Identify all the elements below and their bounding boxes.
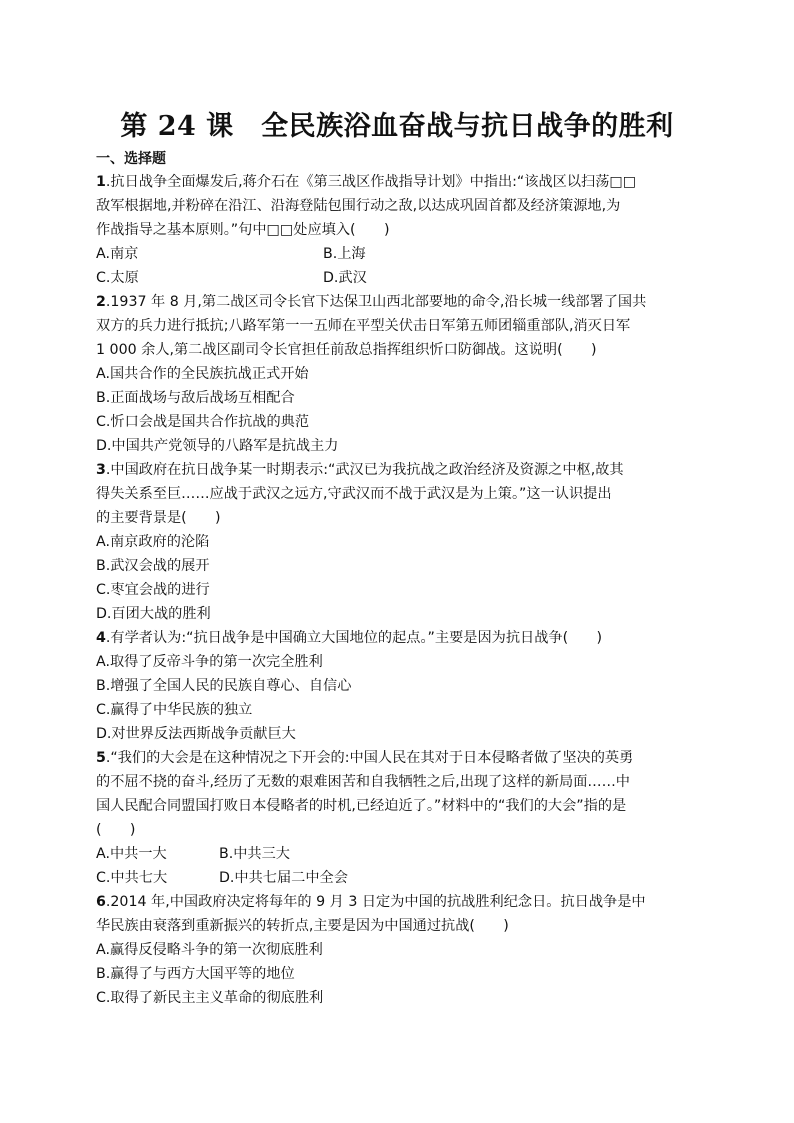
option-a[interactable]: A.南京 [96,246,139,262]
question-number: 6 [96,894,106,910]
question-4 [96,626,706,746]
option-a[interactable]: A.国共合作的全民族抗战正式开始 [96,366,309,382]
option-a[interactable]: A.中共一大 [96,846,167,862]
question-line: 敌军根据地,并粉碎在沿江、沿海登陆包围行动之敌,以达成巩固首都及经济策源地,为 [96,198,621,214]
option-row [96,866,706,890]
option-c[interactable]: C.赢得了中华民族的独立 [96,702,253,718]
question-line: 1 000 余人,第二战区副司令长官担任前敌总指挥组织忻口防御战。这说明( ) [96,342,597,358]
option-c[interactable]: C.太原 [96,270,139,286]
option-b[interactable]: B.增强了全国人民的民族自尊心、自信心 [96,678,352,694]
question-number: 2 [96,294,106,310]
option-row [96,842,706,866]
question-5 [96,746,706,890]
question-number: 5 [96,750,106,766]
option-d[interactable]: D.对世界反法西斯战争贡献巨大 [96,726,296,742]
question-line: 2.1937 年 8 月,第二战区司令长官下达保卫山西北部要地的命令,沿长城一线部署了国共 [96,294,647,310]
option-a[interactable]: A.取得了反帝斗争的第一次完全胜利 [96,654,323,670]
section-heading: 一、选择题 [96,151,166,167]
question-line: 的主要背景是( ) [96,510,221,526]
option-b[interactable]: B.中共三大 [219,846,290,862]
option-d[interactable]: D.中共七届二中全会 [219,870,348,886]
option-d[interactable]: D.中国共产党领导的八路军是抗战主力 [96,438,339,454]
option-b[interactable]: B.上海 [323,246,366,262]
option-b[interactable]: B.正面战场与敌后战场互相配合 [96,390,295,406]
question-number: 1 [96,174,106,190]
question-list [96,170,706,1010]
option-row [96,266,706,290]
option-row [96,242,706,266]
option-d[interactable]: D.百团大战的胜利 [96,606,211,622]
question-line: 得失关系至巨……应战于武汉之远方,守武汉而不战于武汉是为上策。”这一认识提出 [96,486,612,502]
page-title: 第 24 课 全民族浴血奋战与抗日战争的胜利 [120,111,674,142]
question-number: 4 [96,630,106,646]
question-3 [96,458,706,626]
question-line: 5.“我们的大会是在这种情况之下开会的:中国人民在其对于日本侵略者做了坚决的英勇 [96,750,634,766]
option-c[interactable]: C.枣宜会战的进行 [96,582,210,598]
question-line: 国人民配合同盟国打败日本侵略者的时机,已经迫近了。”材料中的“我们的大会”指的是 [96,798,627,814]
option-a[interactable]: A.赢得反侵略斗争的第一次彻底胜利 [96,942,323,958]
question-line: 作战指导之基本原则。”句中□□处应填入( ) [96,222,390,238]
question-line: 3.中国政府在抗日战争某一时期表示:“武汉已为我抗战之政治经济及资源之中枢,故其 [96,462,624,478]
question-line: 双方的兵力进行抵抗;八路军第一一五师在平型关伏击日军第五师团辎重部队,消灭日军 [96,318,631,334]
question-line: 1.抗日战争全面爆发后,蒋介石在《第三战区作战指导计划》中指出:“该战区以扫荡□□ [96,174,637,190]
option-b[interactable]: B.赢得了与西方大国平等的地位 [96,966,295,982]
question-line: 华民族由衰落到重新振兴的转折点,主要是因为中国通过抗战( ) [96,918,509,934]
question-6 [96,890,706,1010]
option-c[interactable]: C.中共七大 [96,870,168,886]
option-c[interactable]: C.忻口会战是国共合作抗战的典范 [96,414,310,430]
question-line: 的不屈不挠的奋斗,经历了无数的艰难困苦和自我牺牲之后,出现了这样的新局面……中 [96,774,630,790]
question-2 [96,290,706,458]
question-line: 4.有学者认为:“抗日战争是中国确立大国地位的起点。”主要是因为抗日战争( ) [96,630,603,646]
question-number: 3 [96,462,106,478]
option-a[interactable]: A.南京政府的沦陷 [96,534,210,550]
question-line: ( ) [96,822,136,838]
option-d[interactable]: D.武汉 [323,270,367,286]
question-line: 6.2014 年,中国政府决定将每年的 9 月 3 日定为中国的抗战胜利纪念日。抗日战争是中 [96,894,646,910]
question-1 [96,170,706,290]
option-c[interactable]: C.取得了新民主主义革命的彻底胜利 [96,990,324,1006]
option-b[interactable]: B.武汉会战的展开 [96,558,210,574]
